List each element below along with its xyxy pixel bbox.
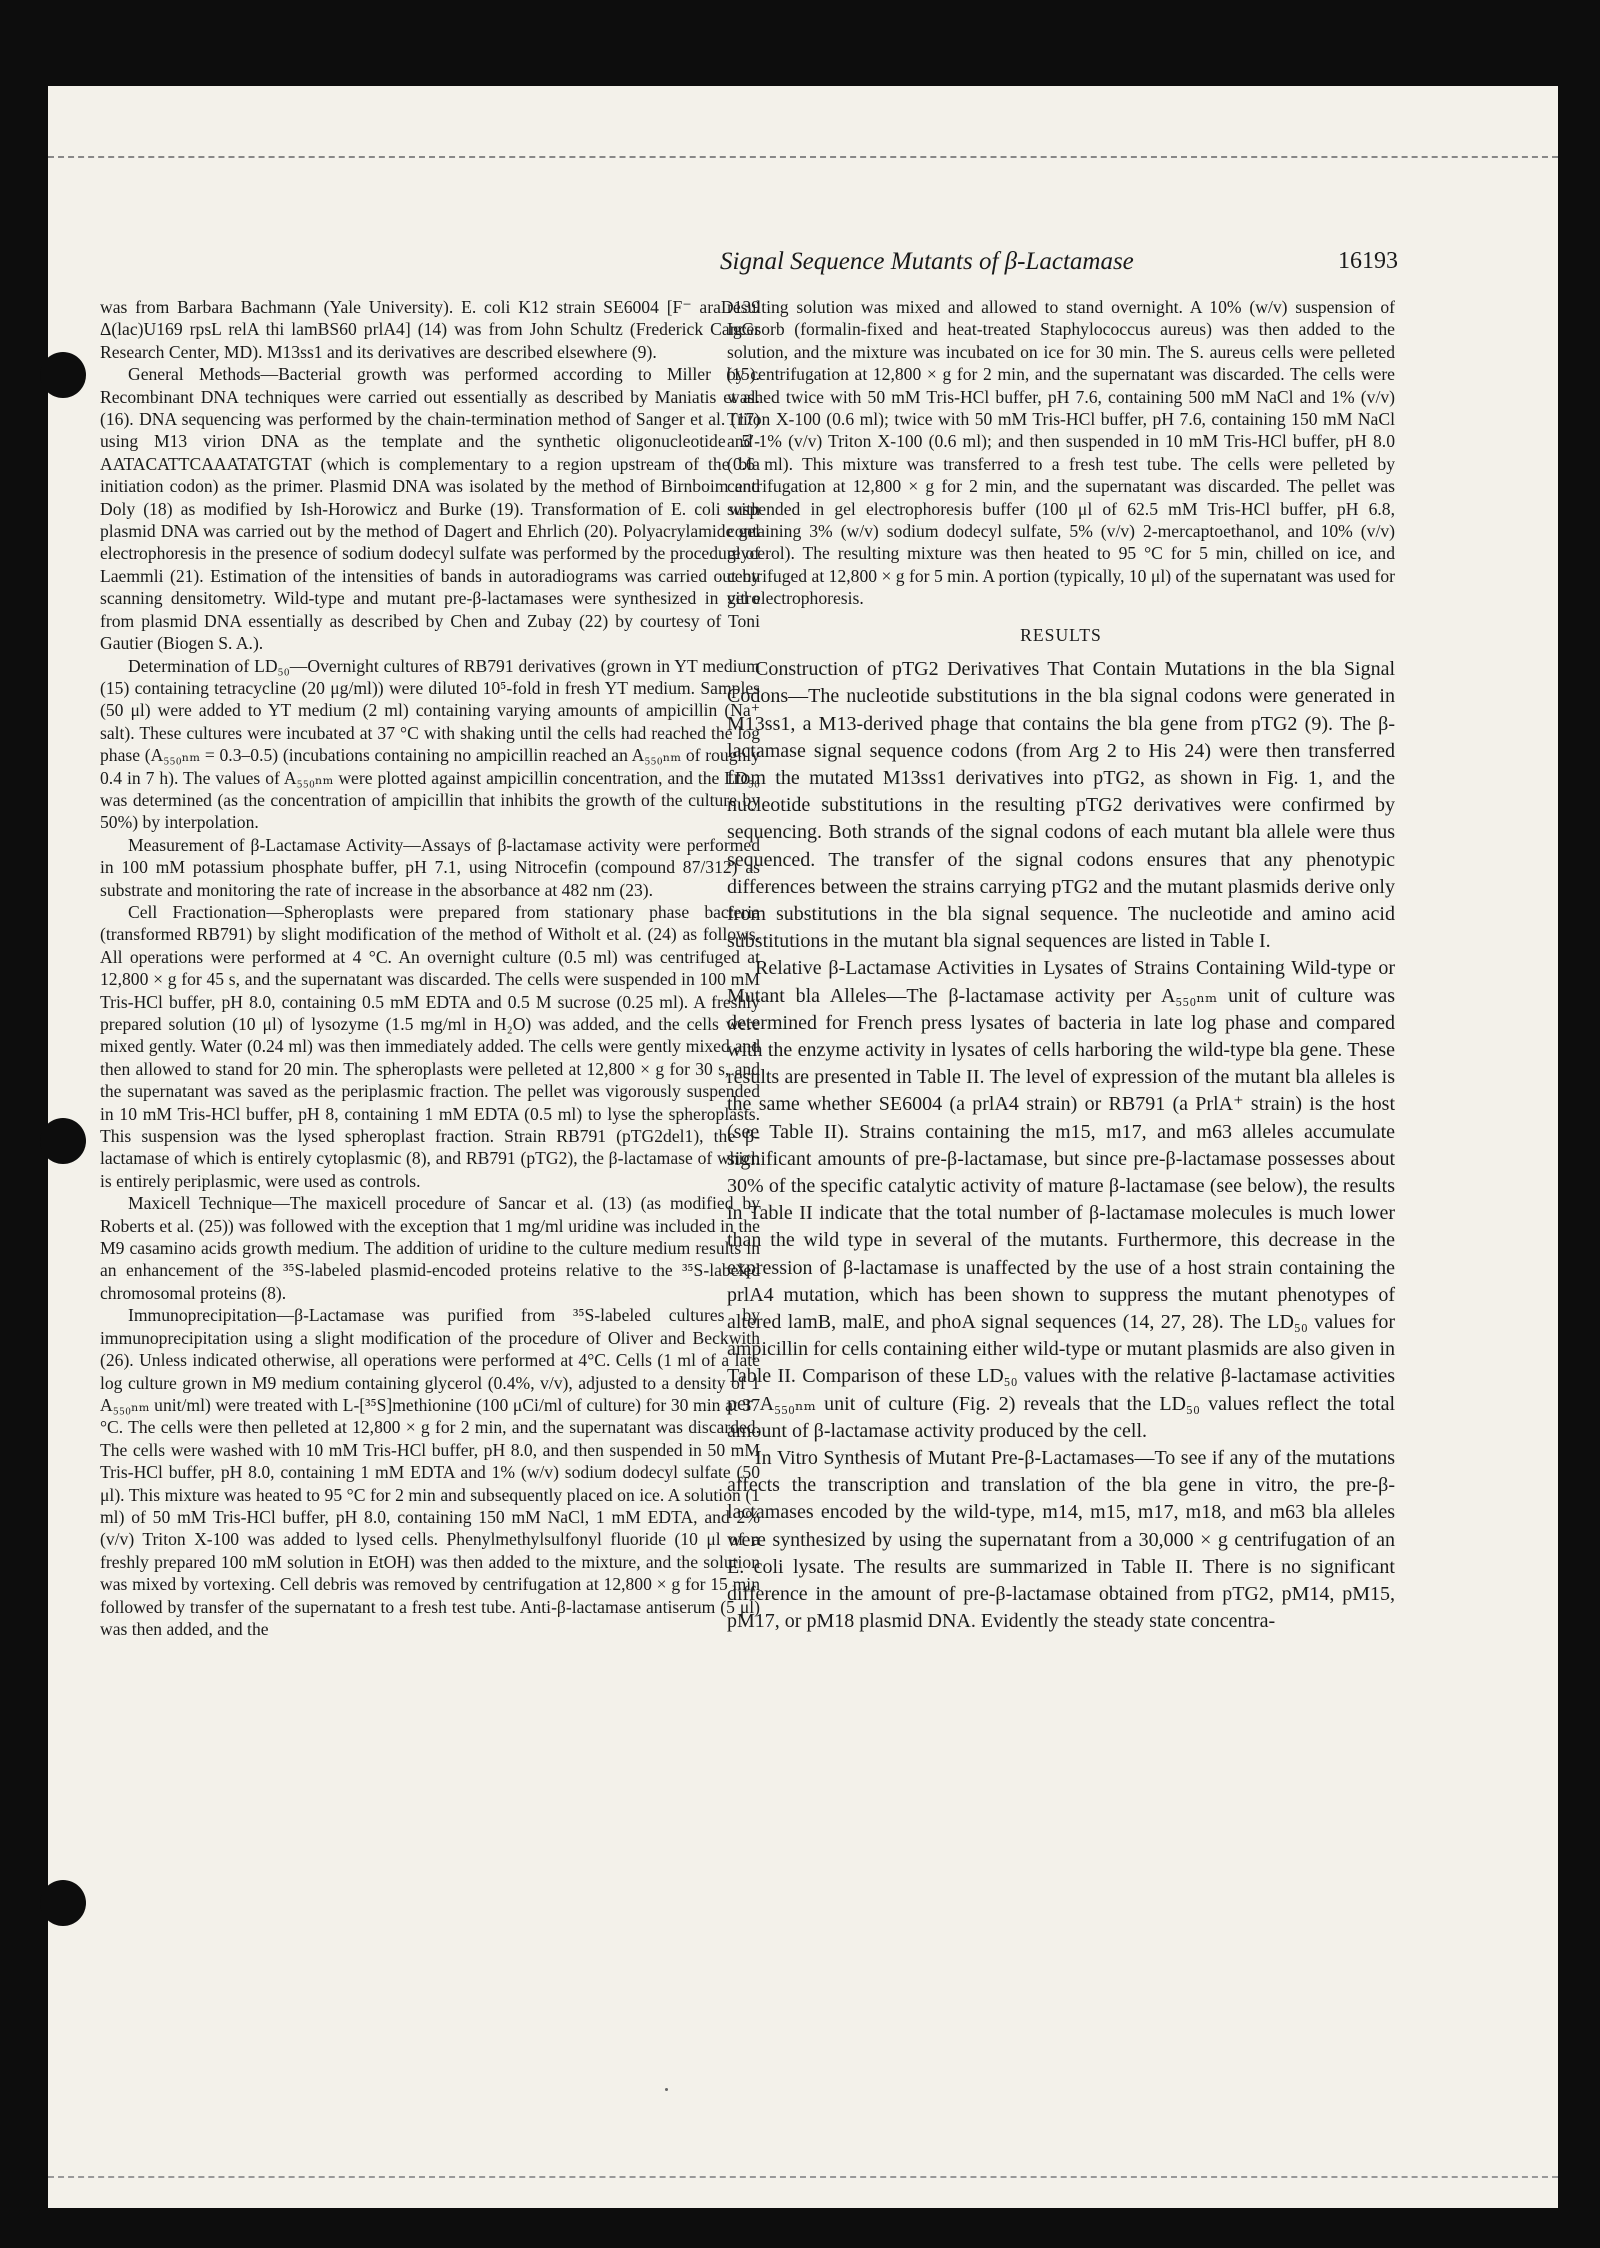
left-column bbox=[100, 296, 760, 1640]
paragraph-general-methods: General Methods—Bacterial growth was performed according to Miller (15). Recombinant DNA techniques were carried out essentially as described by Maniatis et al. (16). DNA sequencing was performed by the chain-termination method of Sanger et al. (17) using M13 virion DNA as the template and the synthetic oligonucleotide 5′-AATACATTCAAATATGTAT (which is complementary to a region upstream of the bla initiation codon) as the primer. Plasmid DNA was isolated by the method of Birnboim and Doly (18) as modified by Ish-Horowicz and Burke (19). Transformation of E. coli with plasmid DNA was carried out by the method of Dagert and Ehrlich (20). Polyacrylamide gel electrophoresis in the presence of sodium dodecyl sulfate was performed by the procedure of Laemmli (21). Estimation of the intensities of bands in autoradiograms was carried out by scanning densitometry. Wild-type and mutant pre-β-lactamases were synthesized in vitro from plasmid DNA essentially as described by Chen and Zubay (22) by courtesy of Toni Gautier (Biogen S. A.). bbox=[100, 364, 760, 654]
page-number: 16193 bbox=[1338, 248, 1398, 274]
page-bottom-edge bbox=[48, 2176, 1558, 2178]
paragraph-immunoprecipitation: Immunoprecipitation—β-Lactamase was purified from ³⁵S-labeled cultures by immunoprecipitation using a slight modification of the procedure of Oliver and Beckwith (26). Unless indicated otherwise, all operations were performed at 4°C. Cells (1 ml of a late log culture grown in M9 medium containing glycerol (0.4%, v/v), adjusted to a density of 1 A₅₅₀ₙₘ unit/ml) were treated with L-[³⁵S]methionine (100 μCi/ml of culture) for 30 min at 37 °C. The cells were then pelleted at 12,800 × g for 2 min, and the supernatant was discarded. The cells were washed with 10 mM Tris-HCl buffer, pH 8.0, and then suspended in 50 mM Tris-HCl buffer, pH 8.0, containing 1 mM EDTA and 1% (w/v) sodium dodecyl sulfate (50 μl). This mixture was heated to 95 °C for 2 min and subsequently placed on ice. A solution (1 ml) of 50 mM Tris-HCl buffer, pH 8.0, containing 150 mM NaCl, 1 mM EDTA, and 2% (v/v) Triton X-100 was added to lysed cells. Phenylmethylsulfonyl fluoride (10 μl of a freshly prepared 100 mM solution in EtOH) was then added to the mixture, and the solution was mixed by vortexing. Cell debris was removed by centrifugation at 12,800 × g for 15 min followed by transfer of the supernatant to a fresh test tube. Anti-β-lactamase antiserum (5 μl) was then added, and the bbox=[100, 1305, 760, 1639]
punch-hole bbox=[40, 352, 86, 398]
paragraph-maxicell: Maxicell Technique—The maxicell procedure of Sancar et al. (13) (as modified by Roberts et al. (25)) was followed with the exception that 1 mg/ml uridine was included in the M9 casamino acids growth medium. The addition of uridine to the culture medium results in an enhancement of the ³⁵S-labeled plasmid-encoded proteins relative to the ³⁵S-labeled chromosomal proteins (8). bbox=[100, 1193, 760, 1303]
paragraph-continued: resulting solution was mixed and allowed to stand overnight. A 10% (w/v) suspension of IgGsorb (formalin-fixed and heat-treated Staphylococcus aureus) was then added to the solution, and the mixture was incubated on ice for 30 min. The S. aureus cells were pelleted by centrifugation at 12,800 × g for 2 min, and the supernatant was discarded. The cells were washed twice with 50 mM Tris-HCl buffer, pH 7.6, containing 500 mM NaCl and 1% (v/v) Triton X-100 (0.6 ml); twice with 50 mM Tris-HCl buffer, pH 7.6, containing 150 mM NaCl and 1% (v/v) Triton X-100 (0.6 ml); and then suspended in 10 mM Tris-HCl buffer, pH 8.0 (0.6 ml). This mixture was transferred to a fresh test tube. The cells were pelleted by centrifugation at 12,800 × g for 2 min, and the supernatant was discarded. The pellet was suspended in gel electrophoresis buffer (100 μl of 62.5 mM Tris-HCl buffer, pH 6.8, containing 3% (w/v) sodium dodecyl sulfate, 5% (v/v) 2-mercaptoethanol, and 10% (v/v) glycerol). The resulting mixture was then heated to 95 °C for 5 min, chilled on ice, and centrifuged at 12,800 × g for 5 min. A portion (typically, 10 μl) of the supernatant was used for gel electrophoresis. bbox=[727, 297, 1395, 609]
paragraph-ld50: Determination of LD₅₀—Overnight cultures of RB791 derivatives (grown in YT medium (15) containing tetracycline (20 μg/ml)) were diluted 10⁵-fold in fresh YT medium. Samples (50 μl) were added to YT medium (2 ml) containing varying amounts of ampicillin (Na⁺ salt). These cultures were incubated at 37 °C with shaking until the cells had reached the log phase (A₅₅₀ₙₘ = 0.3–0.5) (incubations containing no ampicillin reached an A₅₅₀ₙₘ of roughly 0.4 in 7 h). The values of A₅₅₀ₙₘ were plotted against ampicillin concentration, and the LD₅₀ was determined (as the concentration of ampicillin that inhibits the growth of the culture by 50%) by interpolation. bbox=[100, 655, 760, 833]
paragraph-cell-fractionation: Cell Fractionation—Spheroplasts were prepared from stationary phase bacteria (transformed RB791) by slight modification of the method of Witholt et al. (24) as follows. All operations were performed at 4 °C. An overnight culture (0.5 ml) was centrifuged at 12,800 × g for 45 s, and the supernatant was discarded. The cells were suspended in 100 mM Tris-HCl buffer, pH 8.0, containing 0.5 mM EDTA and 0.5 M sucrose (0.25 ml). A freshly prepared solution (10 μl) of lysozyme (1.5 mg/ml in H₂O) was added, and the cells were mixed gently. Water (0.24 ml) was then immediately added. The cells were gently mixed and then allowed to stand for 20 min. The spheroplasts were pelleted at 12,800 × g for 30 s, and the supernatant was saved as the periplasmic fraction. The pellet was vigorously suspended in 10 mM Tris-HCl buffer, pH 8, containing 1 mM EDTA (0.5 ml) to lyse the spheroplasts. This suspension was the lysed spheroplast fraction. Strain RB791 (pTG2del1), the β-lactamase of which is entirely cytoplasmic (8), and RB791 (pTG2), the β-lactamase of which is entirely periplasmic, were used as controls. bbox=[100, 901, 760, 1191]
running-title: Signal Sequence Mutants of β-Lactamase bbox=[720, 248, 1134, 275]
paragraph-in-vitro-synthesis: In Vitro Synthesis of Mutant Pre-β-Lactamases—To see if any of the mutations affects the transcription and translation of the bla gene in vitro, the pre-β-lactamases encoded by the wild-type, m14, m15, m17, m18, and m63 bla alleles were synthesized by using the supernatant from a 30,000 × g centrifugation of an E. coli lysate. The results are summarized in Table II. There is no significant difference in the amount of pre-β-lactamase obtained from pTG2, pM14, pM15, pM17, or pM18 plasmid DNA. Evidently the steady state concentra- bbox=[727, 1446, 1395, 1633]
punch-hole bbox=[40, 1118, 86, 1164]
running-header bbox=[720, 248, 1398, 288]
right-column bbox=[727, 296, 1395, 1635]
stray-mark bbox=[665, 2088, 668, 2091]
paragraph-relative-activities: Relative β-Lactamase Activities in Lysates of Strains Containing Wild-type or Mutant bla Alleles—The β-lactamase activity per A₅₅₀ₙₘ unit of culture was determined for French press lysates of bacteria in late log phase and compared with the enzyme activity in lysates of cells harboring the wild-type bla gene. These results are presented in Table II. The level of expression of the mutant bla alleles is the same whether SE6004 (a prlA4 strain) or RB791 (a PrlA⁺ strain) is the host (see Table II). Strains containing the m15, m17, and m63 alleles accumulate significant amounts of pre-β-lactamase, but since pre-β-lactamase possesses about 30% of the specific catalytic activity of mature β-lactamase (see below), the results in Table II indicate that the total number of β-lactamase molecules is much lower than the wild type in several of the mutants. Furthermore, this decrease in the expression of β-lactamase is unaffected by the use of a host strain containing the prlA4 mutation, which has been shown to suppress the mutant phenotypes of altered lamB, malE, and phoA signal sequences (14, 27, 28). The LD₅₀ values for ampicillin for cells containing either wild-type or mutant plasmids are also given in Table II. Comparison of these LD₅₀ values with the relative β-lactamase activities per A₅₅₀ₙₘ unit of culture (Fig. 2) reveals that the LD₅₀ values reflect the total amount of β-lactamase activity produced by the cell. bbox=[727, 957, 1395, 1442]
paragraph: was from Barbara Bachmann (Yale University). E. coli K12 strain SE6004 [F⁻ araD139 Δ(lac)U169 rpsL relA thi lamBS60 prlA4] (14) was from John Schultz (Frederick Cancer Research Center, MD). M13ss1 and its derivatives are described elsewhere (9). bbox=[100, 297, 760, 362]
results-heading: RESULTS bbox=[1020, 624, 1102, 645]
page-top-edge bbox=[48, 156, 1558, 158]
punch-hole bbox=[40, 1880, 86, 1926]
paragraph-construction: Construction of pTG2 Derivatives That Contain Mutations in the bla Signal Codons—The nucleotide substitutions in the bla signal codons were generated in M13ss1, a M13-derived phage that contains the bla gene from pTG2 (9). The β-lactamase signal sequence codons (from Arg 2 to His 24) were then transferred from the mutated M13ss1 derivatives into pTG2, as shown in Fig. 1, and the nucleotide substitutions in the resulting pTG2 derivatives were confirmed by sequencing. Both strands of the signal codons of each mutant bla allele were thus sequenced. The transfer of the signal codons ensures that any phenotypic differences between the strains carrying pTG2 and the mutant plasmids derive only from substitutions in the bla signal sequence. The nucleotide and amino acid substitutions in the mutant bla signal sequences are listed in Table I. bbox=[727, 658, 1395, 953]
paragraph-lactamase-activity: Measurement of β-Lactamase Activity—Assays of β-lactamase activity were performed in 100 mM potassium phosphate buffer, pH 7.1, using Nitrocefin (compound 87/312) as substrate and monitoring the rate of increase in the absorbance at 482 nm (23). bbox=[100, 834, 760, 900]
